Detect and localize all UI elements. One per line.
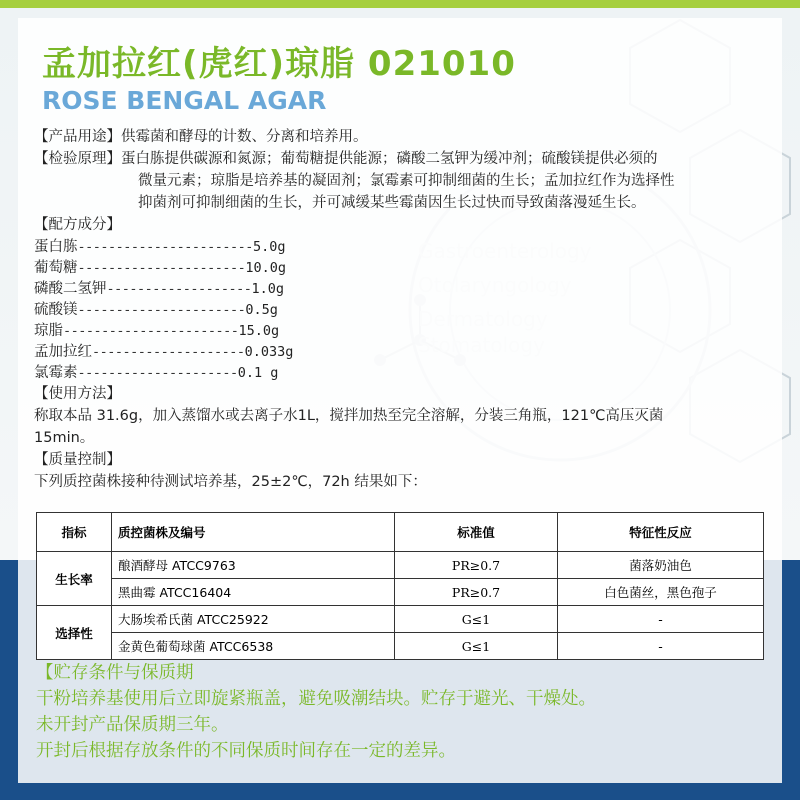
table-header-row	[37, 513, 764, 552]
standard-cell: PR≥0.7	[395, 579, 558, 606]
storage-section	[36, 660, 776, 764]
usage-row	[34, 126, 774, 148]
formula-label: 【配方成分】	[34, 217, 121, 233]
method-label-row	[34, 383, 774, 405]
formula-item-dashes: --------------------	[92, 343, 245, 360]
method-line-1-row	[34, 405, 774, 427]
method-line-2: 15min。	[34, 430, 95, 446]
formula-item	[34, 278, 774, 299]
principle-line-3: 抑菌剂可抑制细菌的生长，并可减缓某些霉菌因生长过快而导致菌落漫延生长。	[138, 195, 646, 211]
standard-cell: PR≥0.7	[395, 552, 558, 579]
formula-item	[34, 257, 774, 278]
reaction-cell: 白色菌丝，黑色孢子	[558, 579, 764, 606]
principle-line-2-row	[34, 170, 774, 192]
formula-item	[34, 320, 774, 341]
formula-item	[34, 236, 774, 257]
storage-line-1: 干粉培养基使用后立即旋紧瓶盖，避免吸潮结块。贮存于避光、干燥处。	[36, 689, 596, 709]
formula-item-amount: 0.5g	[245, 301, 278, 318]
storage-line-3: 开封后根据存放条件的不同保质时间存在一定的差异。	[36, 741, 456, 761]
principle-line-2: 微量元素；琼脂是培养基的凝固剂；氯霉素可抑制细菌的生长；孟加拉红作为选择性	[138, 173, 675, 189]
formula-item	[34, 362, 774, 383]
method-line-2-row	[34, 427, 774, 449]
header-strain: 质控菌株及编号	[112, 513, 395, 552]
standard-cell: G≤1	[395, 606, 558, 633]
formula-item-name: 磷酸二氢钾	[34, 280, 107, 297]
method-label: 【使用方法】	[34, 386, 121, 402]
table-row	[37, 606, 764, 633]
formula-item-amount: 15.0g	[238, 322, 280, 339]
strain-cell: 酿酒酵母 ATCC9763	[112, 552, 395, 579]
quality-text: 下列质控菌株接种待测试培养基，25±2℃，72h 结果如下：	[34, 474, 427, 490]
formula-item-amount: 0.033g	[244, 343, 294, 360]
quality-control-table	[36, 512, 764, 660]
formula-item-name: 孟加拉红	[34, 343, 92, 360]
formula-item-amount: 5.0g	[252, 238, 286, 255]
principle-line-3-row	[34, 192, 774, 214]
formula-item-dashes: ----------------------	[77, 301, 246, 318]
standard-cell: G≤1	[395, 633, 558, 660]
table-row	[37, 579, 764, 606]
header-reaction: 特征性反应	[558, 513, 764, 552]
header-indicator: 指标	[37, 513, 112, 552]
storage-line-2: 未开封产品保质期三年。	[36, 715, 229, 735]
strain-cell: 金黄色葡萄球菌 ATCC6538	[112, 633, 395, 660]
formula-item-amount: 10.0g	[245, 259, 286, 276]
usage-text: 供霉菌和酵母的计数、分离和培养用。	[121, 129, 368, 145]
storage-label: 【贮存条件与保质期	[36, 663, 194, 683]
formula-item	[34, 299, 774, 320]
indicator-cell: 生长率	[37, 552, 112, 606]
formula-item-name: 蛋白胨	[34, 238, 78, 255]
reaction-cell: -	[558, 633, 764, 660]
formula-item-dashes: -----------------------	[77, 238, 253, 255]
product-body	[34, 126, 774, 493]
product-title: 孟加拉红(虎红)琼脂 021010	[42, 44, 516, 84]
table-row	[37, 633, 764, 660]
formula-item-name: 硫酸镁	[34, 301, 78, 318]
method-line-1: 称取本品 31.6g，加入蒸馏水或去离子水1L，搅拌加热至完全溶解，分装三角瓶，121℃高压灭菌	[34, 408, 664, 424]
strain-cell: 大肠埃希氏菌 ATCC25922	[112, 606, 395, 633]
quality-label-row	[34, 449, 774, 471]
principle-row	[34, 148, 774, 170]
formula-label-row	[34, 214, 774, 236]
formula-item-dashes: -----------------------	[63, 322, 239, 339]
formula-item-dashes: -------------------	[106, 280, 252, 297]
formula-item-dashes: ----------------------	[77, 259, 246, 276]
quality-text-row	[34, 471, 774, 493]
table-row	[37, 552, 764, 579]
formula-item	[34, 341, 774, 362]
formula-item-amount: 0.1 g	[237, 364, 279, 381]
formula-item-name: 葡萄糖	[34, 259, 78, 276]
reaction-cell: -	[558, 606, 764, 633]
formula-item-name: 琼脂	[34, 322, 63, 339]
formula-item-name: 氯霉素	[34, 364, 78, 381]
indicator-cell: 选择性	[37, 606, 112, 660]
product-subtitle: ROSE BENGAL AGAR	[42, 86, 327, 115]
strain-cell: 黑曲霉 ATCC16404	[112, 579, 395, 606]
usage-label: 【产品用途】	[34, 129, 121, 145]
formula-item-dashes: ---------------------	[77, 364, 238, 381]
principle-label: 【检验原理】	[34, 151, 121, 167]
formula-item-amount: 1.0g	[251, 280, 284, 297]
principle-line-1: 蛋白胨提供碳源和氮源；葡萄糖提供能源；磷酸二氢钾为缓冲剂；硫酸镁提供必须的	[121, 151, 658, 167]
reaction-cell: 菌落奶油色	[558, 552, 764, 579]
quality-label: 【质量控制】	[34, 452, 121, 468]
header-standard: 标准值	[395, 513, 558, 552]
